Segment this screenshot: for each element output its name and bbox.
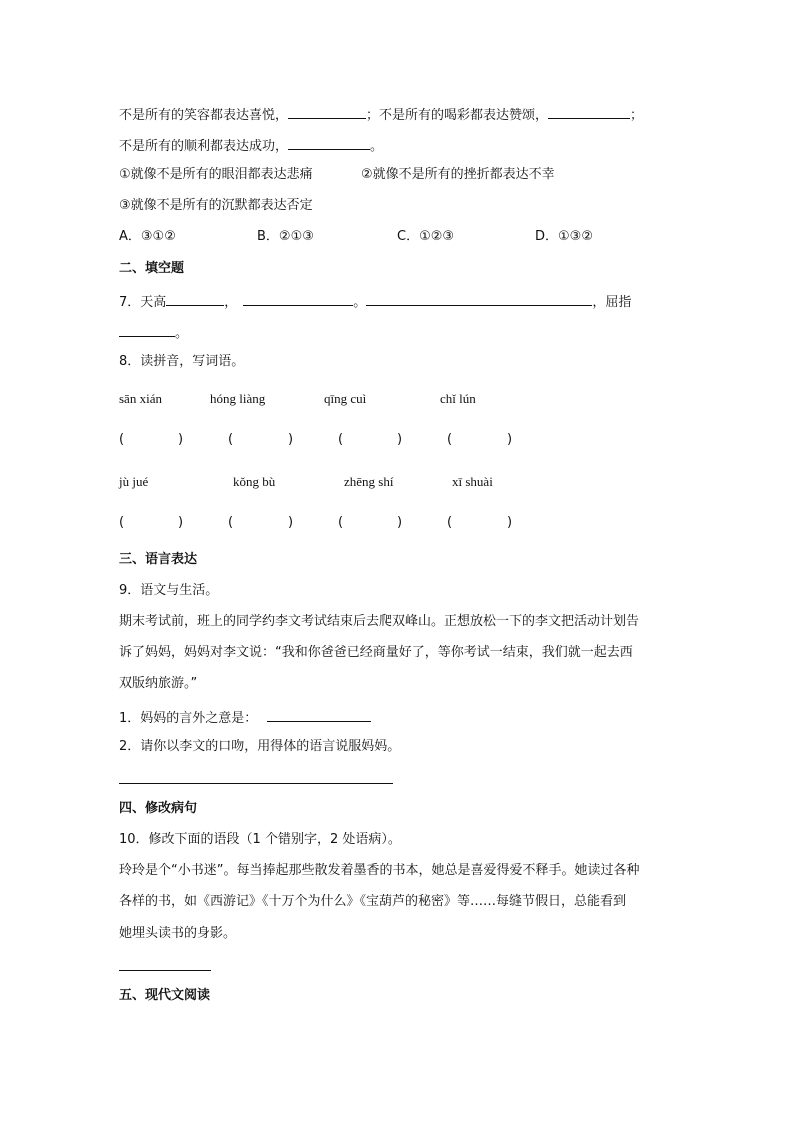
section-title-fill-blank: 二、填空题 [119, 261, 185, 276]
answer-blank[interactable] [243, 291, 353, 306]
paren-close: ) [397, 432, 403, 447]
text: ；不是所有的喝彩都表达赞颂， [366, 108, 549, 123]
text: 。 [370, 139, 384, 154]
pinyin: jù jué [119, 474, 149, 489]
sentence-line-1 [119, 104, 643, 125]
pinyin: zhēng shí [344, 474, 394, 489]
paren-close: ) [397, 515, 403, 530]
section-title-reading: 五、现代文阅读 [119, 988, 211, 1003]
paragraph-line: 诉了妈妈，妈妈对李文说：“我和你爸爸已经商量好了，等你考试一结束，我们就一起去西 [119, 645, 633, 660]
paren-open: ( [447, 515, 453, 530]
choice-b[interactable]: B．②①③ [257, 229, 314, 244]
question-7-cont [119, 322, 188, 343]
question-8: 8．读拼音，写词语。 [119, 354, 245, 369]
option-3: ③就像不是所有的沉默都表达否定 [119, 198, 313, 213]
question-9: 9．语文与生活。 [119, 583, 219, 598]
paren-open: ( [119, 432, 125, 447]
paren-close: ) [507, 515, 513, 530]
sentence-line-2 [119, 135, 383, 156]
paren-open: ( [119, 515, 125, 530]
paragraph-line: 她埋头读书的身影。 [119, 926, 237, 941]
answer-blank[interactable] [119, 322, 175, 337]
pinyin: kǒng bù [233, 474, 276, 489]
paren-open: ( [338, 515, 344, 530]
answer-line[interactable] [119, 970, 211, 971]
paragraph-line: 各样的书，如《西游记》《十万个为什么》《宝葫芦的秘密》等……每缝节假日，总能看到 [119, 894, 627, 909]
choice-a[interactable]: A．③①② [119, 229, 176, 244]
pinyin: xī shuài [452, 474, 493, 489]
text: 不是所有的笑容都表达喜悦， [119, 108, 289, 123]
text: 不是所有的顺利都表达成功， [119, 139, 289, 154]
text: ，屈指 [592, 295, 632, 310]
answer-blank[interactable] [166, 291, 224, 306]
pinyin: qīng cuì [324, 391, 367, 406]
paren-open: ( [228, 432, 234, 447]
option-line-1 [119, 166, 555, 184]
question-10: 10．修改下面的语段（1 个错别字，2 处语病）。 [119, 832, 401, 847]
paren-close: ) [288, 515, 294, 530]
paren-open: ( [338, 432, 344, 447]
sub-question-2: 2．请你以李文的口吻，用得体的语言说服妈妈。 [119, 739, 401, 754]
answer-blank[interactable] [548, 104, 630, 119]
answer-line[interactable] [119, 783, 393, 784]
paren-close: ) [178, 432, 184, 447]
answer-blank[interactable] [288, 135, 370, 150]
text: 。 [175, 326, 189, 341]
text: 1．妈妈的言外之意是： [119, 711, 258, 726]
text: 。 [353, 295, 367, 310]
section-title-correction: 四、修改病句 [119, 801, 198, 816]
paragraph-line: 双版纳旅游。” [119, 676, 198, 691]
answer-blank[interactable] [366, 291, 592, 306]
question-7 [119, 291, 631, 312]
paren-close: ) [288, 432, 294, 447]
pinyin: sān xián [119, 391, 162, 406]
option-1: ①就像不是所有的眼泪都表达悲痛 [119, 167, 313, 182]
paragraph-line: 玲玲是个“小书迷”。每当捧起那些散发着墨香的书本，她总是喜爱得爱不释手。她读过各种 [119, 863, 640, 878]
pinyin: hóng liàng [210, 391, 266, 406]
choice-d[interactable]: D．①③② [535, 229, 593, 244]
choice-c[interactable]: C．①②③ [397, 229, 455, 244]
text: 7．天高 [119, 295, 167, 310]
text: ； [630, 108, 644, 123]
paragraph-line: 期末考试前，班上的同学约李文考试结束后去爬双峰山。正想放松一下的李文把活动计划告 [119, 614, 640, 629]
sub-question-1 [119, 707, 371, 728]
paren-open: ( [447, 432, 453, 447]
option-2: ②就像不是所有的挫折都表达不幸 [361, 167, 555, 182]
section-title-language: 三、语言表达 [119, 552, 198, 567]
paren-open: ( [228, 515, 234, 530]
answer-blank[interactable] [267, 707, 371, 722]
pinyin: chǐ lún [440, 391, 476, 406]
text: ， [224, 295, 238, 310]
paren-close: ) [178, 515, 184, 530]
paren-close: ) [507, 432, 513, 447]
answer-blank[interactable] [288, 104, 366, 119]
